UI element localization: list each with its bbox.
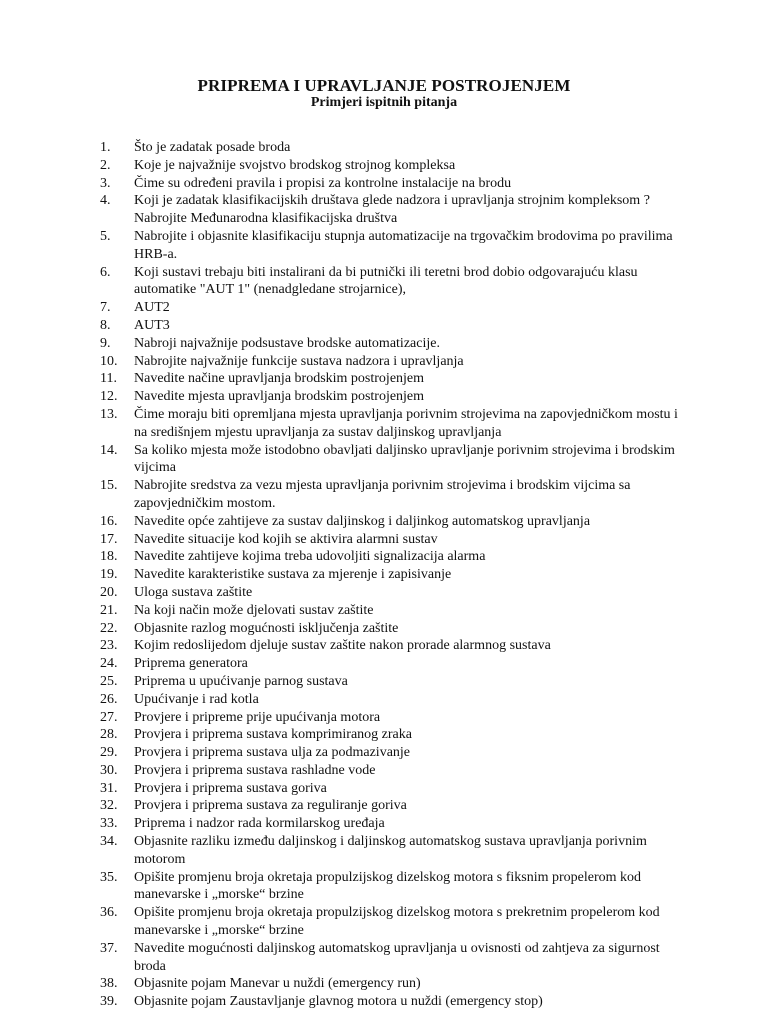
question-item [100,993,680,1011]
question-item [100,477,680,513]
question-item [100,691,680,709]
question-number: 20. [100,584,118,600]
question-text: Provjera i priprema sustava za reguliranje goriva [134,798,407,814]
question-text: Što je zadatak posade broda [134,140,291,155]
question-item [100,904,680,940]
question-text: Nabroji najvažnije podsustave brodske automatizacije. [134,335,440,351]
question-number: 16. [100,513,118,529]
question-item [100,388,680,406]
question-number: 37. [100,940,118,956]
question-text: Provjere i pripreme prije upućivanja motora [134,709,381,725]
question-item [100,353,680,371]
question-number: 25. [100,673,118,689]
document-title: PRIPREMA I UPRAVLJANJE POSTROJENJEM [197,76,571,95]
question-list [100,139,680,1011]
question-item [100,548,680,566]
question-item [100,228,680,264]
question-number: 14. [100,442,118,458]
question-number: 22. [100,620,118,636]
question-text: Provjera i priprema sustava rashladne vode [134,762,376,778]
question-number: 11. [100,371,117,387]
question-text: AUT3 [134,317,170,333]
question-number: 5. [100,228,111,244]
question-text: Upućivanje i rad kotla [134,691,259,707]
question-number: 1. [100,140,111,155]
question-item [100,637,680,655]
question-number: 26. [100,691,118,707]
question-text: Sa koliko mjesta može istodobno obavljati daljinsko upravljanje porivnim strojevima i brodskim vijcima [134,442,675,476]
question-number: 21. [100,602,118,618]
question-number: 8. [100,317,111,333]
question-item [100,192,680,228]
question-item [100,655,680,673]
question-text: Nabrojite najvažnije funkcije sustava nadzora i upravljanja [134,353,464,369]
question-item [100,584,680,602]
question-item [100,317,680,335]
question-text: Objasnite pojam Zaustavljanje glavnog motora u nuždi (emergency stop) [134,994,543,1010]
question-number: 30. [100,762,118,778]
question-text: Nabrojite sredstva za vezu mjesta upravljanja porivnim strojevima i brodskim vijcima sa zapovjedničkim mostom. [134,478,631,511]
question-number: 9. [100,335,111,351]
question-item [100,709,680,727]
question-text: Na koji način može djelovati sustav zaštite [134,602,374,618]
question-text: Navedite zahtijeve kojima treba udovoljiti signalizacija alarma [134,549,486,565]
question-number: 35. [100,869,118,885]
question-text: Navedite mjesta upravljanja brodskim postrojenjem [134,389,425,405]
question-item [100,442,680,478]
question-item [100,815,680,833]
question-item [100,602,680,620]
question-number: 27. [100,709,118,725]
question-item [100,513,680,531]
question-text: AUT2 [134,300,170,316]
question-item [100,673,680,691]
question-text: Koje je najvažnije svojstvo brodskog strojnog kompleksa [134,157,456,173]
question-text: Navedite mogućnosti daljinskog automatskog upravljanja u ovisnosti od zahtjeva za sigurnost broda [134,940,660,974]
question-item [100,797,680,815]
question-text: Čime su određeni pravila i propisi za kontrolne instalacije na brodu [134,175,512,191]
question-item [100,264,680,300]
question-number: 2. [100,157,111,173]
question-number: 3. [100,175,111,191]
question-item [100,139,680,157]
question-text: Navedite opće zahtijeve za sustav daljinskog i daljinkog automatskog upravljanja [134,513,591,529]
question-number: 31. [100,780,118,796]
question-text: Koji je zadatak klasifikacijskih društava glede nadzora i upravljanja strojnim kompleksom ? Nabrojite Međunarodna klasifikacijska društva [134,193,650,227]
question-item [100,744,680,762]
question-text: Priprema i nadzor rada kormilarskog uređaja [134,816,385,832]
question-text: Kojim redoslijedom djeluje sustav zaštite nakon prorade alarmnog sustava [134,638,551,654]
question-text: Uloga sustava zaštite [134,584,253,600]
question-text: Priprema generatora [134,656,248,672]
question-number: 24. [100,656,118,672]
question-item [100,175,680,193]
question-number: 17. [100,531,118,547]
question-number: 6. [100,264,111,280]
question-text: Navedite karakteristike sustava za mjerenje i zapisivanje [134,567,452,583]
question-text: Koji sustavi trebaju biti instalirani da bi putnički ili teretni brod dobio odgovarajuću klasu automatike "AUT 1" (nenadgledane strojarnice), [134,264,638,298]
question-item [100,531,680,549]
question-number: 36. [100,905,118,921]
question-item [100,833,680,869]
question-number: 12. [100,389,118,405]
question-text: Provjera i priprema sustava goriva [134,780,327,796]
question-item [100,940,680,976]
question-item [100,975,680,993]
question-number: 19. [100,567,118,583]
question-number: 34. [100,834,118,850]
question-text: Objasnite pojam Manevar u nuždi (emergency run) [134,976,421,992]
question-text: Opišite promjenu broja okretaja propulzijskog dizelskog motora s fiksnim propelerom kod manevarske i „morske“ brzine [134,869,642,903]
question-item [100,726,680,744]
question-item [100,299,680,317]
question-number: 7. [100,300,111,316]
question-item [100,566,680,584]
question-text: Navedite načine upravljanja brodskim postrojenjem [134,371,425,387]
question-text: Provjera i priprema sustava ulja za podmazivanje [134,745,411,761]
question-number: 23. [100,638,118,654]
question-number: 15. [100,478,118,494]
question-text: Nabrojite i objasnite klasifikaciju stupnja automatizacije na trgovačkim brodovima po pravilima HRB-a. [134,228,673,262]
question-item [100,780,680,798]
question-number: 29. [100,745,118,761]
question-text: Priprema u upućivanje parnog sustava [134,673,348,689]
question-text: Provjera i priprema sustava komprimiranog zraka [134,727,412,743]
question-text: Čime moraju biti opremljana mjesta upravljanja porivnim strojevima na zapovjedničkom mostu i na središnjem mjestu upravljanja za sustav daljinskog upravljanja [134,406,678,440]
question-number: 18. [100,549,118,565]
question-number: 39. [100,994,118,1010]
question-number: 38. [100,976,118,992]
question-item [100,157,680,175]
question-text: Objasnite razliku između daljinskog i daljinskog automatskog sustava upravljanja porivnim motorom [134,834,647,867]
question-item [100,335,680,353]
question-number: 32. [100,798,118,814]
question-item [100,370,680,388]
question-item [100,620,680,638]
question-item [100,869,680,905]
question-number: 10. [100,353,118,369]
question-item [100,762,680,780]
question-number: 13. [100,406,118,422]
question-number: 28. [100,727,118,743]
question-text: Navedite situacije kod kojih se aktivira alarmni sustav [134,531,438,547]
question-text: Objasnite razlog mogućnosti isključenja zaštite [134,620,399,636]
question-number: 4. [100,193,111,209]
question-number: 33. [100,816,118,832]
question-item [100,406,680,442]
document-subtitle: Primjeri ispitnih pitanja [310,95,458,110]
question-text: Opišite promjenu broja okretaja propulzijskog dizelskog motora s prekretnim propelerom kod manevarske i „morske“ brzine [134,905,660,939]
